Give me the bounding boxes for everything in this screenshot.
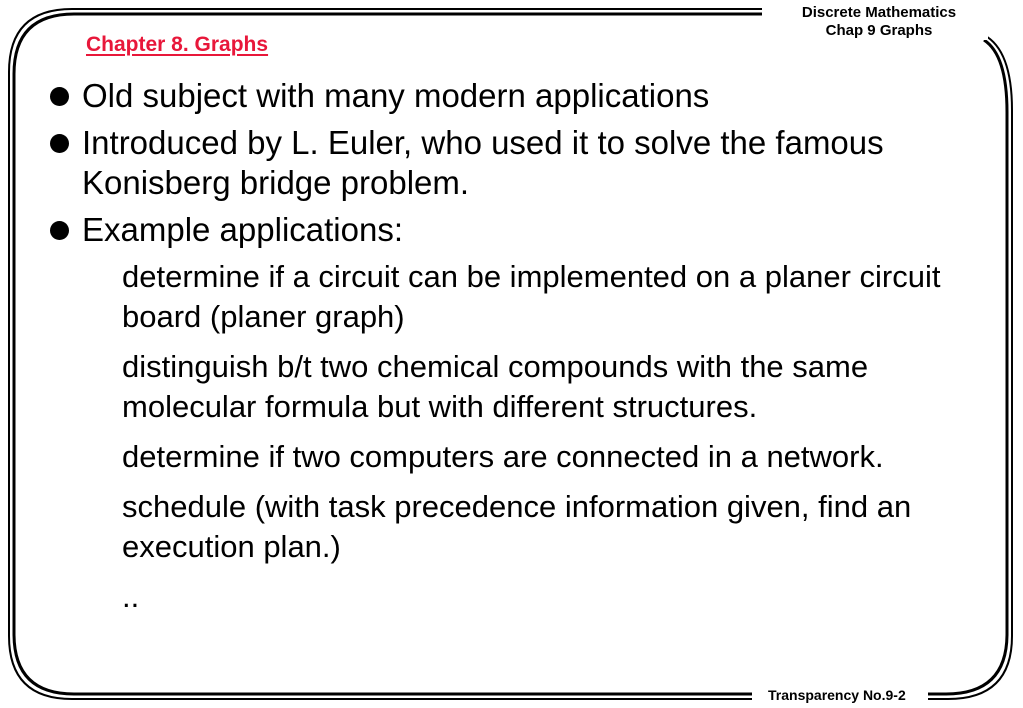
sub-bullet-item	[0, 257, 1002, 337]
sub-bullet-text: distinguish b/t two chemical compounds with the same molecular formula but with different structures.	[122, 349, 869, 424]
bullet-text: Example applications:	[82, 211, 404, 248]
course-name: Discrete Mathematics	[801, 4, 957, 21]
slide-content	[0, 76, 1023, 627]
sub-bullet-text: ..	[122, 579, 140, 614]
sub-bullet-text: determine if a circuit can be implemented on a planer circuit board (planer graph)	[122, 259, 941, 334]
bullet-dot-icon	[50, 87, 69, 106]
sub-bullet-item	[0, 577, 1002, 617]
bullet-item	[0, 210, 992, 250]
bullet-item	[0, 123, 992, 203]
sub-bullet-item	[0, 347, 1002, 427]
course-header	[770, 4, 988, 40]
page-title: Chapter 8. Graphs	[86, 33, 269, 56]
sub-bullet-item	[0, 487, 1002, 567]
bullet-dot-icon	[50, 221, 69, 240]
chapter-ref: Chap 9 Graphs	[825, 22, 933, 39]
bullet-dot-icon	[50, 134, 69, 153]
bullet-text: Introduced by L. Euler, who used it to solve the famous Konisberg bridge problem.	[82, 124, 884, 201]
sub-bullet-text: schedule (with task precedence information given, find an execution plan.)	[122, 489, 912, 564]
bullet-item	[0, 76, 992, 116]
sub-bullet-text: determine if two computers are connected in a network.	[122, 439, 884, 474]
sub-bullet-item	[0, 437, 1002, 477]
bullet-text: Old subject with many modern applications	[82, 77, 710, 114]
transparency-number: Transparency No.9-2	[762, 686, 912, 704]
